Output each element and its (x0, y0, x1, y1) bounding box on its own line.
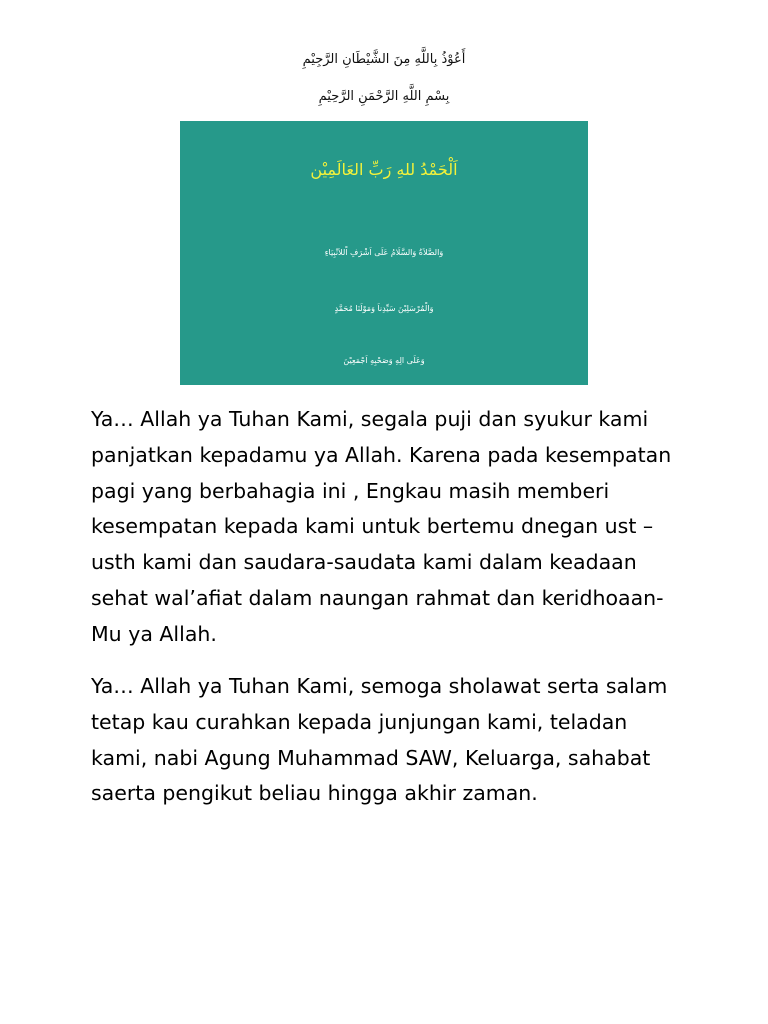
paragraph-line: saerta pengikut beliau hingga akhir zaman. (91, 781, 538, 806)
paragraph-line: usth kami dan saudara-saudata kami dalam keadaan (91, 550, 637, 575)
banner-line: وَعَلَى الِهِ وَصَحْبِهِ اَجْمَعِيْنَ (343, 356, 425, 365)
banner-line: وَالصَّلاَةُ وَالسَّلَامُ عَلَى اَشْرَفِ اْللاَنْبِيَاءِ (324, 248, 444, 257)
banner-title: اَلْحَمْدُ للهِ رَبِّ العَالَمِيْن (310, 160, 458, 179)
basmala-line: بِسْمِ اللَّهِ الرَّحْمَنِ الرَّحِيْمِ (318, 89, 450, 104)
paragraph-line: Mu ya Allah. (91, 621, 217, 646)
taawwudh-line: أَعُوْذُ بِاللَّهِ مِنَ الشَّيْطَانِ الرَّجِيْمِ (302, 52, 466, 67)
paragraph-line: kami, nabi Agung Muhammad SAW, Keluarga, sahabat (91, 745, 651, 770)
paragraph-line: panjatkan kepadamu ya Allah. Karena pada kesempatan (91, 442, 672, 467)
paragraph-praise (91, 402, 691, 653)
paragraph-line: tetap kau curahkan kepada junjungan kami, teladan (91, 709, 628, 734)
paragraph-line: Ya… Allah ya Tuhan Kami, segala puji dan syukur kami (91, 407, 649, 431)
paragraph-sholawat (91, 669, 691, 812)
paragraph-line: sehat wal’afiat dalam naungan rahmat dan keridhoaan- (91, 585, 664, 610)
banner-line: وَالْمُرْسَلِيْنَ سَيِّدِناَ وَمَوْلَنَا مُحَمَّدٍ (334, 304, 434, 313)
paragraph-line: Ya… Allah ya Tuhan Kami, semoga sholawat serta salam (91, 674, 668, 698)
hamdalah-banner-image (180, 121, 588, 385)
paragraph-line: kesempatan kepada kami untuk bertemu dnegan ust – (91, 514, 654, 539)
paragraph-line: pagi yang berbahagia ini , Engkau masih memberi (91, 478, 610, 503)
